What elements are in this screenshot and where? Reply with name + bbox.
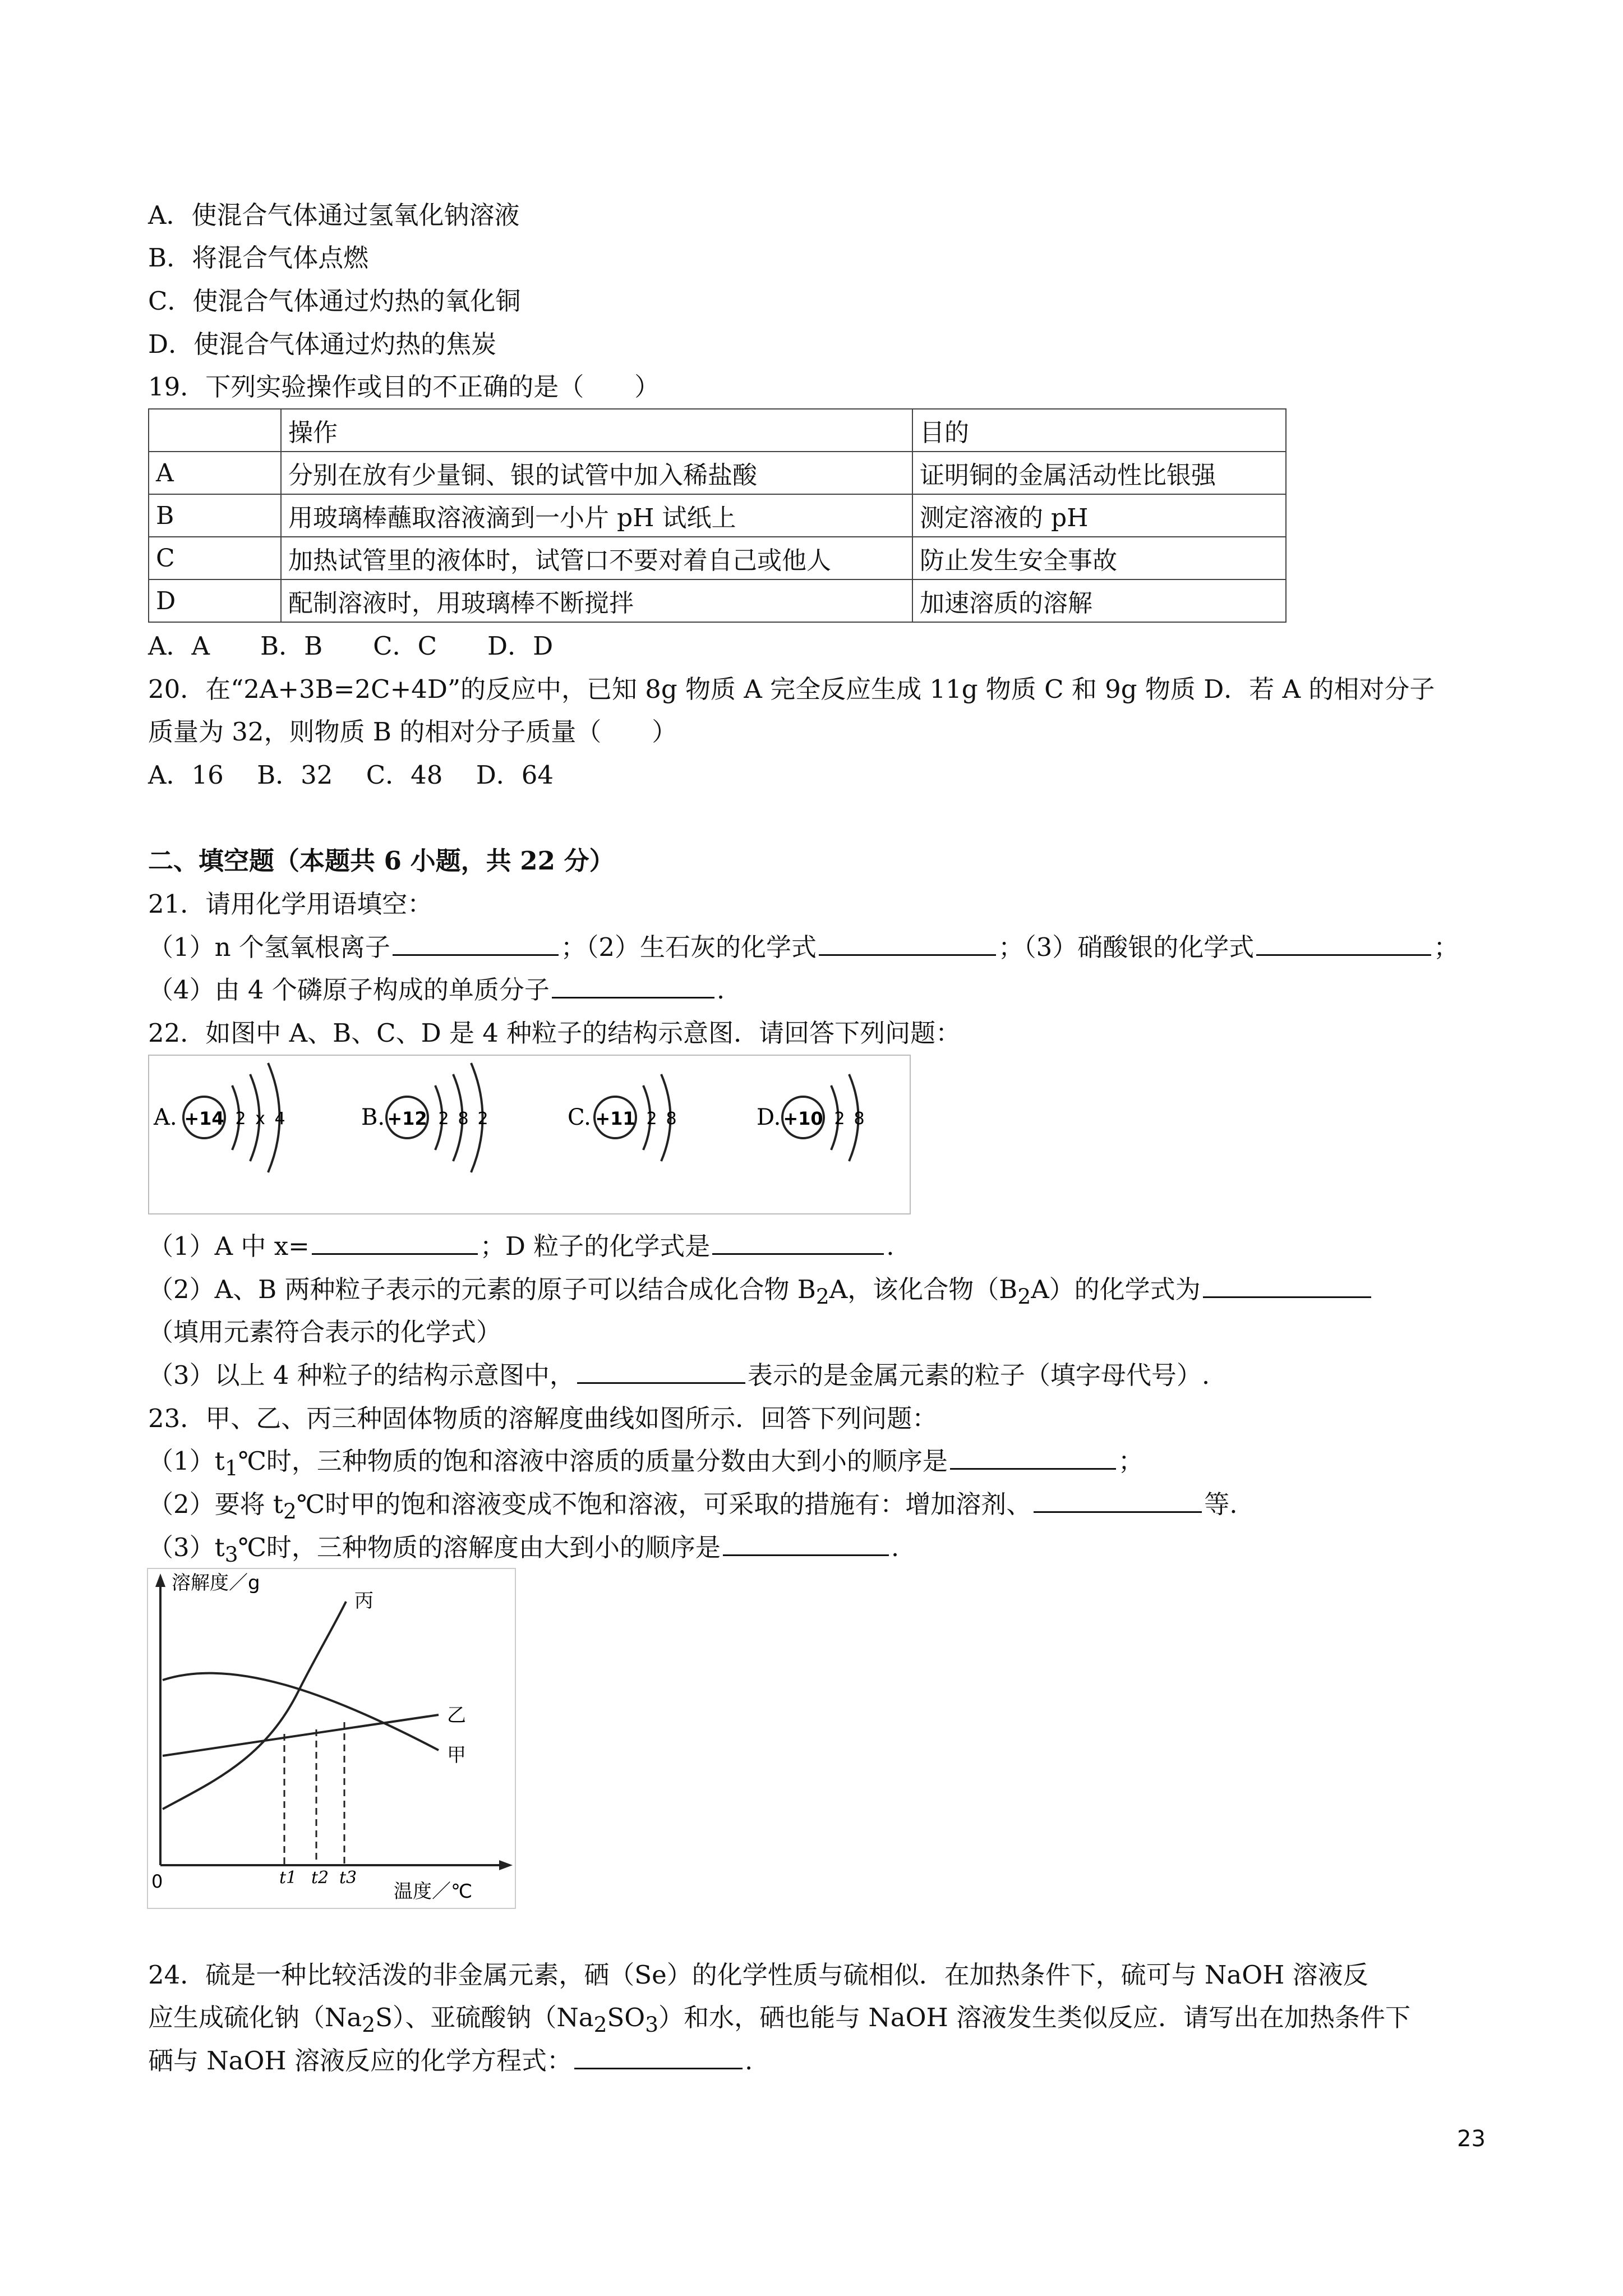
answer-blank[interactable] [712,1228,884,1255]
q21-line1 [148,930,1459,965]
x-tick-label: t1 [279,1868,297,1888]
table-cell: D [149,579,281,622]
q19-stem: 19．下列实验操作或目的不正确的是（ ） [148,372,660,402]
answer-blank[interactable] [819,930,996,956]
q23-sub2 [148,1487,1238,1529]
nucleus-charge: +14 [184,1108,224,1129]
q23-s1-end: ； [1118,1446,1144,1476]
q23-s2a: （2）要将 t [148,1489,284,1519]
q18-option-c: C．使混合气体通过灼热的氧化铜 [148,286,521,316]
q21-p3: ；（3）硝酸银的化学式 [998,932,1255,962]
answer-blank[interactable] [393,930,559,956]
section-title: 二、填空题（本题共 6 小题，共 22 分） [148,846,615,876]
q24-line2 [148,2000,1410,2042]
table-row [149,537,1286,579]
table-cell: 证明铜的金属活动性比银强 [912,452,1286,494]
q22-s2b: A，该化合物（B [829,1274,1018,1304]
q18-option-b: B．将混合气体点燃 [148,243,369,273]
shell-electrons: 2 [834,1109,845,1129]
shell-electrons: 2 [235,1109,246,1129]
q22-s2a: （2）A、B 两种粒子表示的元素的原子可以结合成化合物 B [148,1274,816,1304]
table-row [149,494,1286,537]
subscript: 2 [1017,1284,1031,1309]
table-header-cell: 操作 [281,409,912,452]
q24-line1: 24．硫是一种比较活泼的非金属元素，硒（Se）的化学性质与硫相似．在加热条件下，硫可与 NaOH 溶液反 [148,1960,1368,1990]
table-cell: 分别在放有少量铜、银的试管中加入稀盐酸 [281,452,912,494]
answer-blank[interactable] [312,1228,478,1255]
q24-line3 [148,2043,753,2079]
shell-electrons: 2 [477,1109,488,1129]
q21-p2: ；（2）生石灰的化学式 [560,932,817,962]
x-axis-label: 温度／℃ [394,1880,473,1903]
table-header-row [149,409,1286,452]
q23-s3b: ℃时，三种物质的溶解度由大到小的顺序是 [238,1533,721,1562]
shell-electrons: 8 [854,1109,865,1129]
subscript: 2 [362,2012,376,2037]
answer-blank[interactable] [723,1530,889,1556]
x-tick-label: t2 [311,1868,329,1888]
nucleus-charge: +12 [387,1108,427,1129]
subscript: 1 [224,1456,238,1480]
subscript: 2 [815,1284,829,1309]
q18-option-d: D．使混合气体通过灼热的焦炭 [148,329,497,359]
atom-label: D. [757,1105,781,1130]
table-header-cell [149,409,281,452]
q23-s2-end: 等. [1204,1489,1238,1519]
q21-p4-end: . [716,975,725,1005]
page-number: 23 [1457,2126,1486,2152]
y-axis-label: 溶解度／g [172,1572,260,1594]
q19-options: A．A B．B C．C D．D [148,631,554,661]
subscript: 2 [593,2012,607,2037]
q22-s1a: （1）A 中 x= [148,1231,310,1261]
q22-sub3 [148,1358,1210,1393]
shell-electrons: 8 [666,1109,677,1129]
q22-sub2 [148,1272,1373,1314]
q21-p4: （4）由 4 个磷原子构成的单质分子 [148,975,550,1005]
q22-s2c: A）的化学式为 [1031,1274,1201,1304]
q23-s2b: ℃时甲的饱和溶液变成不饱和溶液，可采取的措施有：增加溶剂、 [296,1489,1032,1519]
atom-label: C. [568,1105,591,1130]
table-cell: 加速溶质的溶解 [912,579,1286,622]
answer-blank[interactable] [574,2043,743,2069]
q22-sub1 [148,1228,895,1264]
q18-option-a: A．使混合气体通过氢氧化钠溶液 [148,200,520,230]
q24-line2b: S）、亚硫酸钠（Na [375,2003,594,2032]
q20-line2: 质量为 32，则物质 B 的相对分子质量（ ） [148,717,677,747]
q23-sub3 [148,1530,899,1572]
q23-s3a: （3）t [148,1533,225,1562]
atomic-structure-figure [148,1055,911,1214]
atom-label: A. [154,1105,177,1130]
nucleus-charge: +11 [595,1108,635,1129]
q24-line2d: ）和水，硒也能与 NaOH 溶液发生类似反应．请写出在加热条件下 [658,2003,1411,2032]
table-cell: 测定溶液的 pH [912,494,1286,537]
answer-blank[interactable] [552,972,714,999]
q23-stem: 23．甲、乙、丙三种固体物质的溶解度曲线如图所示．回答下列问题： [148,1404,938,1433]
series-label-jia: 甲 [447,1744,466,1766]
subscript: 3 [645,2012,659,2037]
series-label-bing: 丙 [354,1590,374,1612]
shell-electrons: 2 [646,1109,657,1129]
q24-line2c: SO [607,2003,645,2032]
q22-stem: 22．如图中 A、B、C、D 是 4 种粒子的结构示意图．请回答下列问题： [148,1018,961,1048]
answer-blank[interactable] [577,1358,745,1384]
table-row [149,579,1286,622]
table-cell: C [149,537,281,579]
subscript: 3 [224,1542,238,1567]
q19-table [148,408,1287,623]
x-tick-label: t3 [339,1868,357,1888]
q24-line2a: 应生成硫化钠（Na [148,2003,362,2032]
q24-line3-end: . [744,2046,753,2076]
table-cell: 加热试管里的液体时，试管口不要对着自己或他人 [281,537,912,579]
solubility-chart [147,1568,517,1910]
table-header-cell: 目的 [912,409,1286,452]
table-cell: 配制溶液时，用玻璃棒不断搅拌 [281,579,912,622]
q23-s1b: ℃时，三种物质的饱和溶液中溶质的质量分数由大到小的顺序是 [238,1446,948,1476]
chart-frame [147,1568,515,1908]
table-cell: B [149,494,281,537]
atom-label: B. [361,1105,385,1130]
q22-s1b: ；D 粒子的化学式是 [479,1231,711,1261]
table-cell: A [149,452,281,494]
q21-p3-end: ； [1433,932,1459,962]
table-cell: 防止发生安全事故 [912,537,1286,579]
q22-s3b: 表示的是金属元素的粒子（填字母代号）. [747,1360,1210,1390]
shell-electrons: 2 [438,1109,449,1129]
q23-sub1 [148,1443,1144,1486]
answer-blank[interactable] [1034,1487,1202,1513]
q22-sub2-note: （填用元素符合表示的化学式） [148,1317,502,1347]
origin-label: 0 [151,1871,163,1892]
shell-electrons: x [255,1109,265,1129]
nucleus-charge: +10 [783,1108,823,1129]
q21-line2 [148,972,725,1008]
q20-options: A．16 B．32 C．48 D．64 [148,760,554,790]
q22-s1-end: . [886,1231,895,1261]
q23-s1a: （1）t [148,1446,225,1476]
q24-line3-text: 硒与 NaOH 溶液反应的化学方程式： [148,2046,572,2076]
q23-s3-end: . [891,1533,900,1562]
answer-blank[interactable] [950,1443,1116,1470]
q21-p1: （1）n 个氢氧根离子 [148,932,390,962]
answer-blank[interactable] [1203,1272,1371,1298]
shell-electrons: 8 [458,1109,469,1129]
table-row [149,452,1286,494]
q22-s3a: （3）以上 4 种粒子的结构示意图中， [148,1360,575,1390]
shell-electrons: 4 [274,1109,285,1129]
q21-stem: 21．请用化学用语填空： [148,889,433,919]
series-label-yi: 乙 [447,1704,466,1727]
answer-blank[interactable] [1256,930,1431,956]
table-cell: 用玻璃棒蘸取溶液滴到一小片 pH 试纸上 [281,494,912,537]
subscript: 2 [283,1499,297,1524]
q20-line1: 20．在“2A+3B=2C+4D”的反应中，已知 8g 物质 A 完全反应生成 11g 物质 C 和 9g 物质 D．若 A 的相对分子 [148,674,1435,704]
